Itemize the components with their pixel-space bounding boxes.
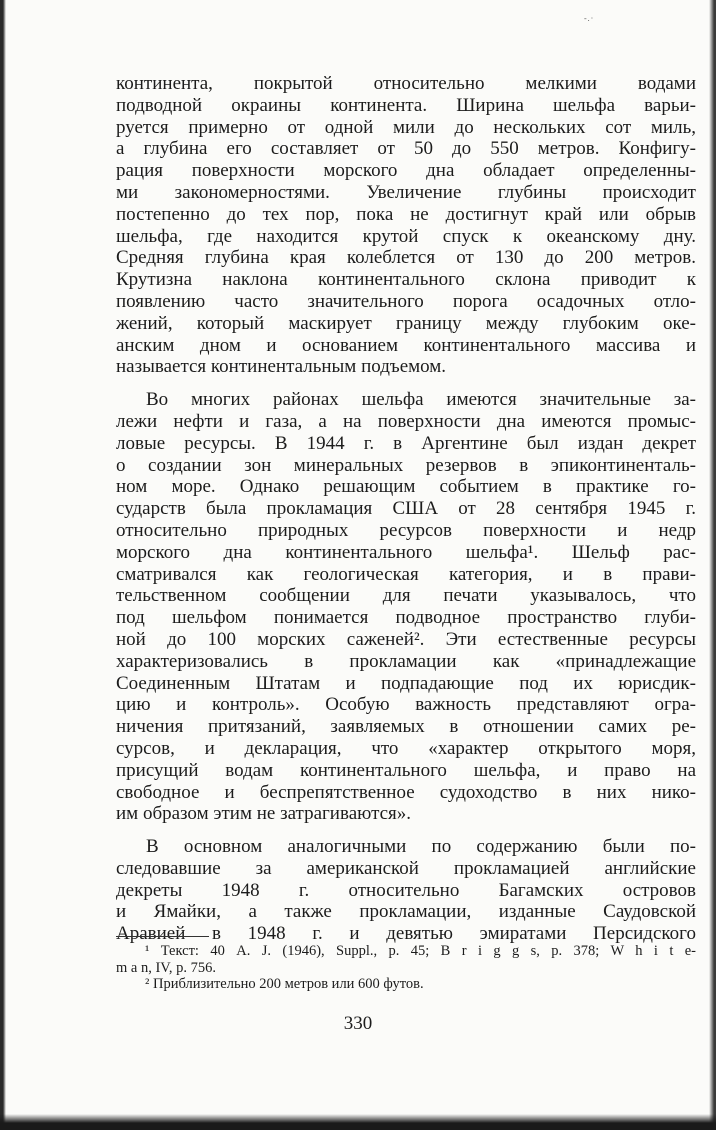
text-line: ничения притязаний, заявляемых в отношении самих ре- (116, 716, 696, 738)
text-line: Соединенным Штатам и подпадающие под их юрисдик- (116, 672, 696, 694)
text-line: и Ямайки, а также прокламации, изданные Саудовской (116, 901, 696, 923)
text-line: декреты 1948 г. относительно Багамских островов (116, 879, 696, 901)
text-line: называется континентальным подъемом. (116, 356, 447, 378)
corner-mark: -.· (584, 14, 595, 23)
text-line: а глубина его составляет от 50 до 550 метров. Конфигу- (116, 138, 696, 160)
text-line: присущий водам континентального шельфа, и право на (116, 759, 696, 781)
text-line: континента, покрытой относительно мелкими водами (116, 73, 696, 94)
text-line: Аравией в 1948 г. и девятью эмиратами Персидского (116, 923, 696, 945)
text-line: ловые ресурсы. В 1944 г. в Аргентине был издан декрет (116, 432, 696, 454)
text-line: морского дна континентального шельфа¹. Шельф рас- (116, 541, 696, 563)
text-line: подводной окраины континента. Ширина шельфа варьи- (116, 94, 696, 116)
text-line: относительно природных ресурсов поверхности и недр (116, 519, 696, 541)
text-line: под шельфом понимается подводное пространство глуби- (116, 607, 696, 629)
text-line: характеризовались в прокламации как «принадлежащие (116, 650, 696, 672)
page-number: 330 (343, 1013, 373, 1034)
text-line: В основном аналогичными по содержанию были по- (146, 836, 696, 858)
text-line: анским дном и основанием континентального массива и (116, 334, 696, 356)
paragraph-1 (116, 73, 696, 378)
text-line: сударств была прокламация США от 28 сентября 1945 г. (116, 498, 696, 520)
paragraph-3 (116, 836, 696, 945)
text-line: руется примерно от одной мили до нескольких сот миль, (116, 116, 696, 138)
text-line: ной до 100 морских саженей². Эти естественные ресурсы (116, 628, 696, 650)
footnote-1-continuation: m a n, IV, p. 756. (116, 959, 217, 976)
page-edge-right (709, 0, 716, 1130)
text-line: Во многих районах шельфа имеются значительные за- (146, 389, 696, 411)
text-line: следовавшие за американской прокламацией английские (116, 857, 696, 879)
text-line: сурсов, и декларация, что «характер открытого моря, (116, 737, 696, 759)
text-line: цию и контроль». Особую важность представляют огра- (116, 694, 696, 716)
text-line: появлению часто значительного порога осадочных отло- (116, 290, 696, 312)
footnote-divider (116, 936, 209, 937)
text-line: тельственном сообщении для печати указывалось, что (116, 585, 696, 607)
text-line: Крутизна наклона континентального склона приводит к (116, 269, 696, 291)
text-line: о создании зон минеральных резервов в эпиконтиненталь- (116, 454, 696, 476)
text-line: постепенно до тех пор, пока не достигнут край или обрыв (116, 203, 696, 225)
text-line: им образом этим не затрагиваются». (116, 803, 412, 825)
footnote-1: ¹ Текст: 40 A. J. (1946), Suppl., p. 45; B r i g g s, p. 378; W h i t e- (145, 943, 696, 959)
page-edge-left (0, 0, 6, 1130)
text-line: жений, который маскирует границу между глубоким оке- (116, 312, 696, 334)
body-text (116, 73, 696, 945)
text-line: ном море. Однако решающим событием в практике го- (116, 476, 696, 498)
text-line: шельфа, где находится крутой спуск к океанскому дну. (116, 225, 696, 247)
text-line: рация поверхности морского дна обладает определенны- (116, 160, 696, 182)
text-line: ми закономерностями. Увеличение глубины происходит (116, 181, 696, 203)
text-line: сматривался как геологическая категория, и в прави- (116, 563, 696, 585)
text-line: лежи нефти и газа, а на поверхности дна имеются промыс- (116, 410, 696, 432)
footnote-2: ² Приблизительно 200 метров или 600 футов. (145, 976, 424, 992)
page-edge-bottom (0, 1114, 716, 1130)
text-line: Средняя глубина края колеблется от 130 до 200 метров. (116, 247, 696, 269)
paragraph-2 (116, 389, 696, 825)
footnotes (116, 943, 696, 993)
text-line: свободное и беспрепятственное судоходство в них нико- (116, 781, 696, 803)
